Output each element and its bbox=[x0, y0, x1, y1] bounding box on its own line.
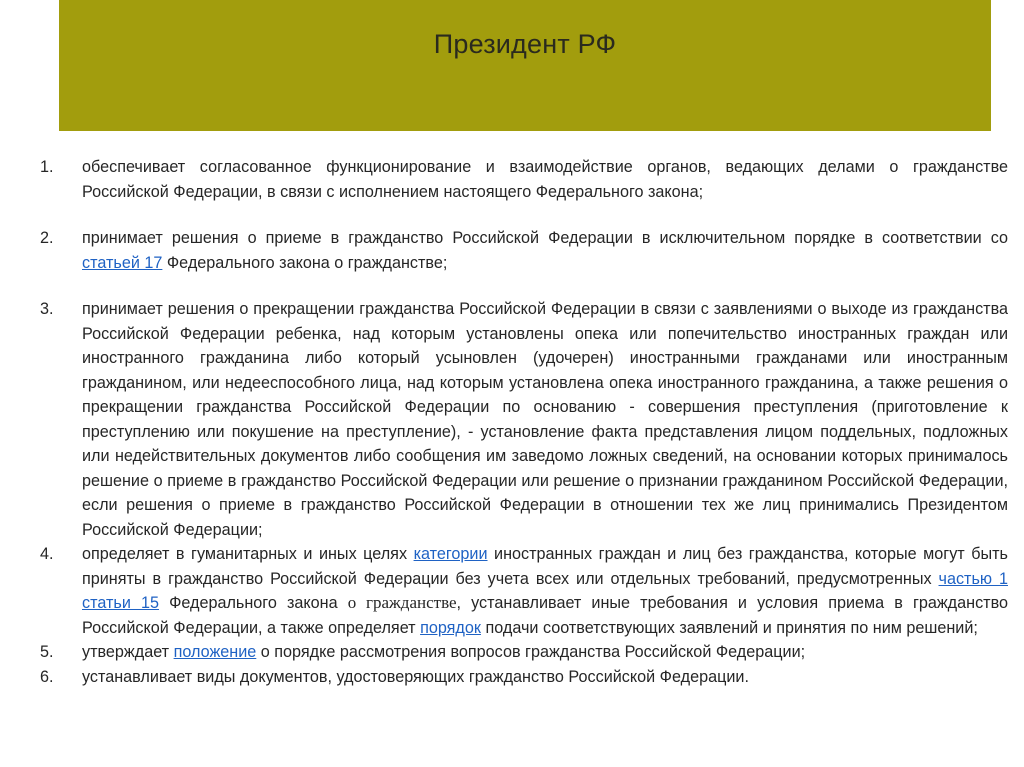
numbered-list bbox=[40, 155, 1008, 689]
text-segment: принимает решения о приеме в гражданство Российской Федерации в исключительном порядке в соответствии со bbox=[82, 229, 1008, 247]
text-segment: устанавливает виды документов, удостоверяющих гражданство Российской Федерации. bbox=[82, 667, 749, 686]
list-item bbox=[40, 542, 1008, 640]
item-text bbox=[82, 542, 1008, 640]
item-number: 5. bbox=[40, 643, 54, 661]
text-segment: подачи соответствующих заявлений и принятия по ним решений; bbox=[480, 618, 978, 637]
text-segment: , устанавливает иные требования и условия приема в гражданство Российской Федерации, а также определяет bbox=[82, 594, 1009, 637]
text-segment: принимает решения о прекращении гражданства Российской Федерации в связи с заявлениями о выходе из гражданства Российской Федерации ребенка, над которым установлены опека или попечительство иностранных граждан или иностранного гражданина либо который усыновлен (удочерен) иностранными гражданами или иностранным гражданином, или недееспособного лица, над которым установлена опека иностранного гражданина, а также решения о прекращении гражданства Российской Федерации по основанию - совершения преступления (приготовление к преступлению или покушение на преступление), - установление факта представления лицом поддельных, подложных или недействительных документов либо сообщения им заведомо ложных сведений, на основании которых принималось решение о приеме в гражданство Российской Федерации или решение о признании гражданином Российской Федерации, если решения о приеме в гражданство Российской Федерации в отношении тех же лиц принимались Президентом Российской Федерации; bbox=[82, 300, 1008, 539]
link-regulation[interactable]: положение bbox=[173, 643, 257, 661]
link-procedure[interactable]: порядок bbox=[420, 618, 481, 637]
item-text bbox=[82, 297, 1008, 542]
item-number: 6. bbox=[40, 667, 54, 686]
text-segment: иностранных граждан и лиц без гражданства, которые могут быть приняты в гражданство Российской Федерации без учета всех или отдельных требований, предусмотренных bbox=[82, 545, 1008, 588]
text-segment: о порядке рассмотрения вопросов гражданства Российской Федерации; bbox=[256, 643, 806, 661]
link-categories[interactable]: категории bbox=[413, 545, 488, 563]
list-item bbox=[40, 665, 1008, 690]
text-segment-serif: о гражданстве bbox=[347, 593, 457, 612]
item-text bbox=[82, 665, 1008, 690]
title-band bbox=[59, 0, 991, 131]
text-segment: утверждает bbox=[82, 643, 174, 661]
item-number: 1. bbox=[40, 158, 54, 176]
link-part-1-article-15[interactable]: частью 1 статьи 15 bbox=[82, 569, 1008, 612]
item-text bbox=[82, 640, 1008, 665]
text-segment: Федерального закона о гражданстве; bbox=[162, 253, 448, 272]
item-number: 4. bbox=[40, 545, 54, 563]
item-number: 2. bbox=[40, 229, 54, 247]
item-number: 3. bbox=[40, 300, 54, 318]
list-item bbox=[40, 155, 1008, 204]
link-article-17[interactable]: статьей 17 bbox=[82, 253, 163, 272]
list-item bbox=[40, 297, 1008, 542]
slide-title: Президент РФ bbox=[433, 29, 617, 59]
text-segment: определяет в гуманитарных и иных целях bbox=[82, 545, 414, 563]
item-text bbox=[82, 226, 1008, 275]
item-text bbox=[82, 155, 1008, 204]
text-segment: обеспечивает согласованное функционирование и взаимодействие органов, ведающих делами о гражданстве Российской Федерации, в связи с исполнением настоящего Федерального закона; bbox=[82, 158, 1008, 201]
list-item bbox=[40, 640, 1008, 665]
list-item bbox=[40, 226, 1008, 275]
text-segment: Федерального закона bbox=[158, 594, 348, 612]
